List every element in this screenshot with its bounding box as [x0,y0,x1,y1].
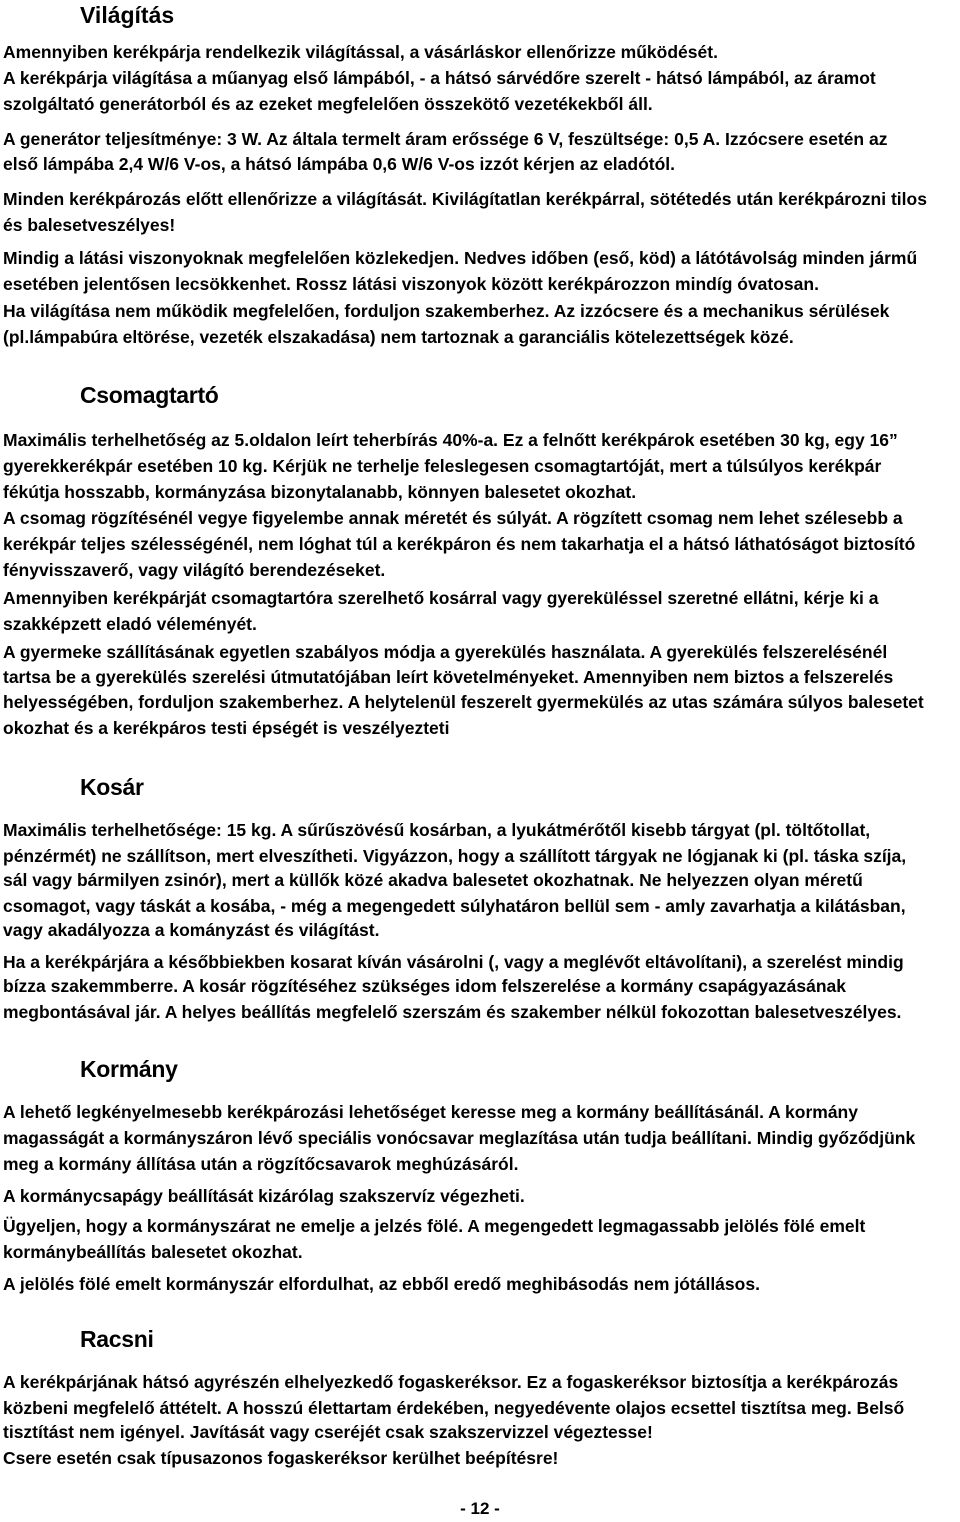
section-title-csomagtarto: Csomagtartó [80,382,219,408]
text-line: meg a kormány állítása után a rögzítőcsavarok meghúzásáról. [3,1154,519,1174]
text-line: sál vagy bármilyen zsinór), mert a küllők közé akadva balesetet okozhatnak. Ne helyezzen olyan méretű [3,870,863,890]
text-line: Amennyiben kerékpárja rendelkezik világítással, a vásárláskor ellenőrizze működését. [3,42,718,62]
text-line: bízza szakemmberre. A kosár rögzítéséhez szükséges idom felszerelése a kormány csapágyazásának [3,976,847,996]
text-line: A jelölés fölé emelt kormányszár elfordulhat, az ebből eredő meghibásodás nem jótállásos. [3,1274,760,1294]
text-line: szakképzett eladó véleményét. [3,614,257,634]
section-title-kosar: Kosár [80,774,144,800]
text-line: esetében jelentősen lecsökkenhet. Rossz látási viszonyok között kerékpározzon mindíg óvatosan. [3,274,819,294]
text-line: pénzérmét) ne szállítson, mert elveszítheti. Vigyázzon, hogy a szállított tárgyak ne lógjanak ki (pl. táska szíja, [3,846,907,866]
text-line: Mindig a látási viszonyoknak megfelelően közlekedjen. Nedves időben (eső, köd) a látótávolság minden jármű [3,248,918,268]
text-line: A kerékpárjának hátsó agyrészén elhelyezkedő fogaskeréksor. Ez a fogaskeréksor biztosítja a kerékpározás [3,1372,899,1392]
section-title-kormany: Kormány [80,1056,178,1082]
text-line: A csomag rögzítésénél vegye figyelembe annak méretét és súlyát. A rögzített csomag nem lehet szélesebb a [3,508,903,528]
text-line: fékútja hosszabb, kormányzása bizonytalanabb, könnyen balesetet okozhat. [3,482,637,502]
text-line: tartsa be a gyerekülés szerelési útmutatójában leírt követelményeket. Amennyiben nem biztos a felszerelés [3,667,894,687]
text-line: tisztítást nem igényel. Javítását vagy cseréjét csak szakszervizzel végeztesse! [3,1422,653,1442]
text-line: A lehető legkényelmesebb kerékpározási lehetőséget keresse meg a kormány beállításánál. A kormány [3,1102,858,1122]
text-line: A kerékpárja világítása a műanyag első lámpából, - a hátsó sárvédőre szerelt - hátsó lámpából, az áramot [3,68,876,88]
text-line: Ha világítása nem működik megfelelően, forduljon szakemberhez. Az izzócsere és a mechanikus sérülések [3,301,890,321]
text-line: magasságát a kormányszáron lévő speciális vonócsavar meglazítása után tudja beállítani. Mindig győződjünk [3,1128,916,1148]
text-line: fényvisszaverő, vagy világító berendezéseket. [3,560,386,580]
text-line: első lámpába 2,4 W/6 V-os, a hátsó lámpába 0,6 W/6 V-os izzót kérjen az eladótól. [3,154,676,174]
page-number: - 12 - [460,1499,500,1518]
text-line: vagy akadályozza a kományzást és világítást. [3,920,380,940]
section-title-racsni: Racsni [80,1326,154,1352]
text-line: gyerekkerékpár esetében 10 kg. Kérjük ne terhelje feleslegesen csomagtartóját, mert a túlsúlyos kerékpár [3,456,882,476]
text-line: Ügyeljen, hogy a kormányszárat ne emelje a jelzés fölé. A megengedett legmagassabb jelölés fölé emelt [3,1216,866,1236]
text-line: Ha a kerékpárjára a későbbiekben kosarat kíván vásárolni (, vagy a meglévőt eltávolítani), a szerelést mindig [3,952,904,972]
text-line: A generátor teljesítménye: 3 W. Az általa termelt áram erőssége 6 V, feszültsége: 0,5 A. Izzócsere esetén az [3,129,888,149]
text-line: Maximális terhelhetősége: 15 kg. A sűrűszövésű kosárban, a lyukátmérőtől kisebb tárgyat (pl. töltőtollat, [3,820,871,840]
section-title-vilagitas: Világítás [80,2,175,28]
text-line: A gyermeke szállításának egyetlen szabályos módja a gyerekülés használata. A gyerekülés felszerelésénél [3,642,888,662]
text-line: Maximális terhelhetőség az 5.oldalon leírt teherbírás 40%-a. Ez a felnőtt kerékpárok esetében 30 kg, egy 16” [3,430,898,450]
text-line: kormánybeállítás balesetet okozhat. [3,1242,303,1262]
text-line: kerékpár teljes szélességénél, nem lóghat túl a kerékpáron és nem takarhatja el a hátsó láthatóságot biztosító [3,534,916,554]
text-line: helyességében, forduljon szakemberhez. A helytelenül feszerelt gyermekülés az utas számára súlyos balesetet [3,692,924,712]
text-line: szolgáltató generátorból és az ezeket megfelelően összekötő vezetékekből áll. [3,94,653,114]
text-line: megbontásával jár. A helyes beállítás megfelelő szerszám és szakember nélkül fokozottan balesetveszélyes. [3,1002,902,1022]
text-line: közbeni megfelelő áttételt. A hosszú élettartam érdekében, negyedévente olajos ecsettel tisztítsa meg. Belső [3,1398,905,1418]
text-line: (pl.lámpabúra eltörése, vezeték elszakadása) nem tartoznak a garanciális kötelezettségek közé. [3,327,794,347]
text-line: csomagot, vagy táskát a kosába, - még a megengedett súlyhatáron bellül sem - amly zavarhatja a kilátásban, [3,896,906,916]
text-line: okozhat és a kerékpáros testi épségét is veszélyezteti [3,718,450,738]
text-line: Minden kerékpározás előtt ellenőrizze a világítását. Kivilágítatlan kerékpárral, sötétedés után kerékpározni tilos [3,189,927,209]
text-line: Csere esetén csak típusazonos fogaskeréksor kerülhet beépítésre! [3,1448,559,1468]
text-line: Amennyiben kerékpárját csomagtartóra szerelhető kosárral vagy gyereküléssel szeretné ellátni, kérje ki a [3,588,879,608]
text-line: és balesetveszélyes! [3,215,176,235]
text-line: A kormánycsapágy beállítását kizárólag szakszervíz végezheti. [3,1186,525,1206]
